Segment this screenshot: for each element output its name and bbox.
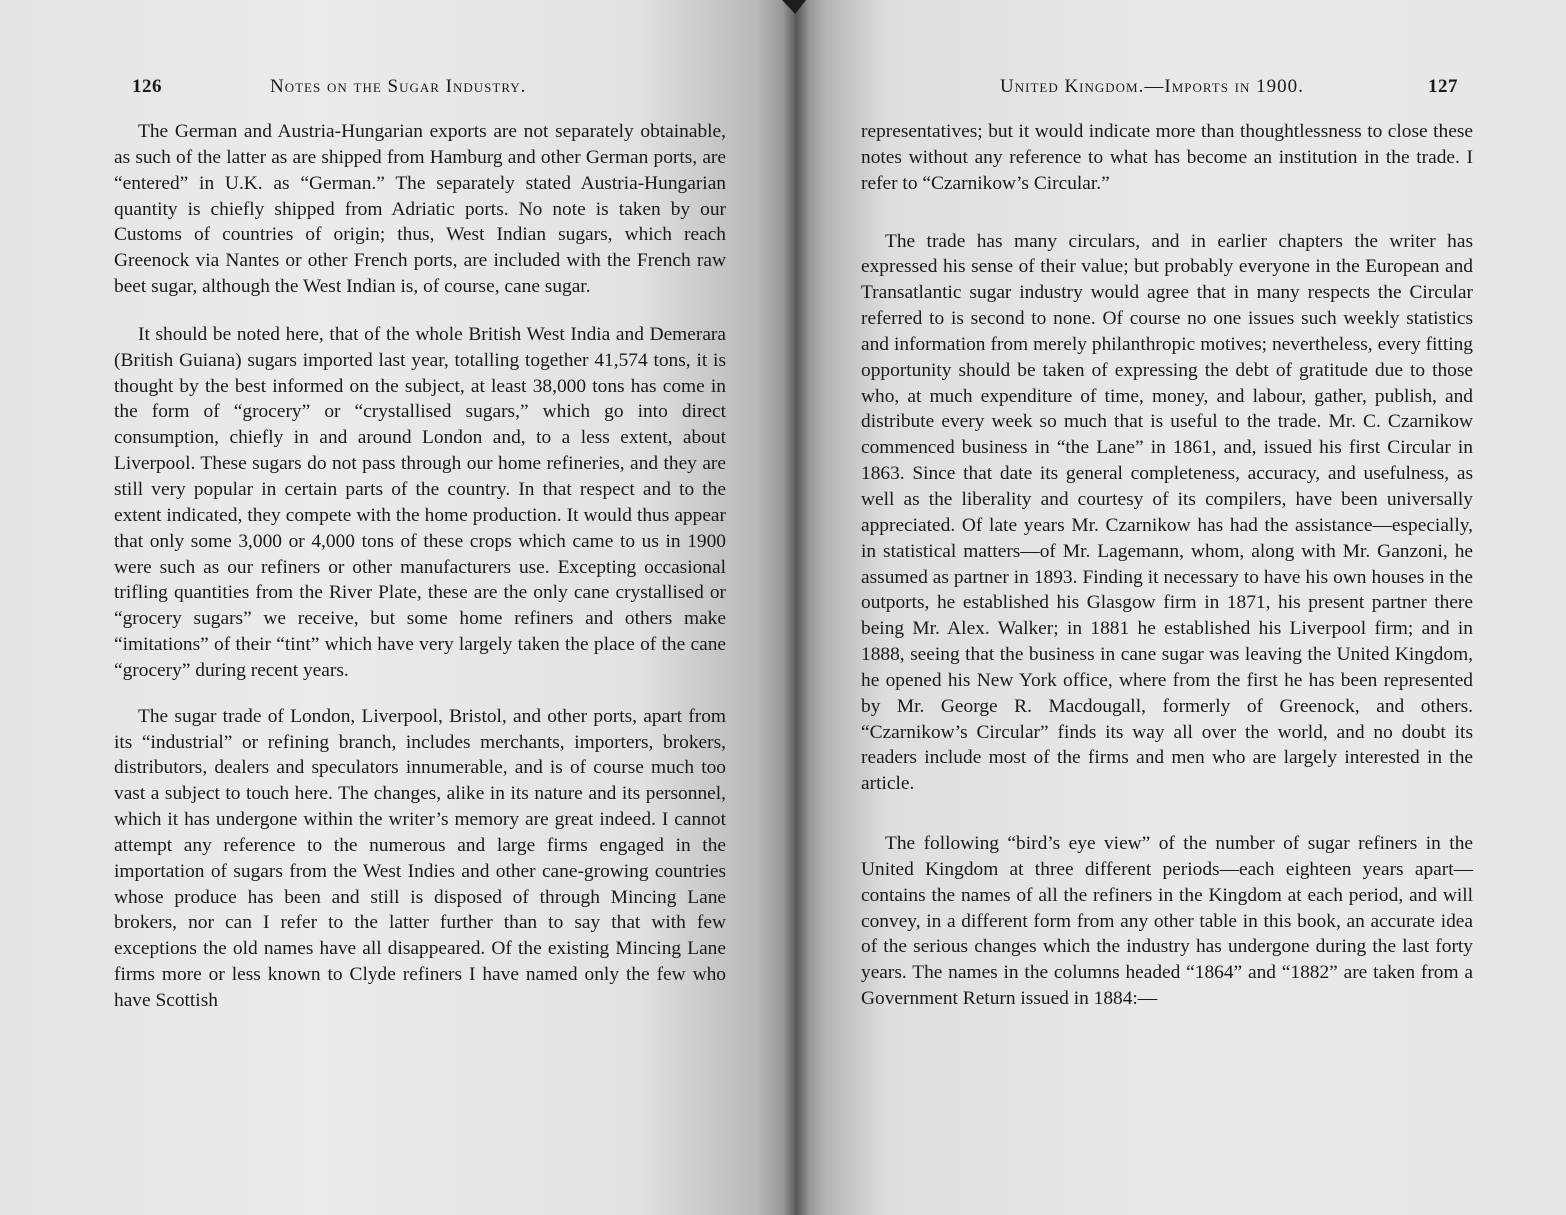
left-running-head: Notes on the Sugar Industry. — [270, 76, 527, 97]
right-text-block — [861, 119, 1473, 1012]
right-running-head: United Kingdom.—Imports in 1900. — [1000, 76, 1304, 97]
right-paragraph-2: The trade has many circulars, and in earlier chapters the writer has expressed his sense of their value; but probably everyone in the European and Transatlantic sugar industry would agree that in many respects the Circular referred to is second to none. Of course no one issues such weekly statistics and information from merely philanthropic motives; nevertheless, every fitting opportunity should be taken of expressing the debt of gratitude due to those who, at much expenditure of time, money, and labour, gather, publish, and distribute every week so much that is useful to the trade. Mr. C. Czarnikow commenced business in “the Lane” in 1861, and, issued his first Circular in 1863. Since that date its general completeness, accuracy, and usefulness, as well as the liberality and courtesy of its compilers, have been universally appreciated. Of late years Mr. Czarnikow has had the assistance—especially, in statistical matters—of Mr. Lagemann, whom, along with Mr. Ganzoni, he assumed as partner in 1893. Finding it necessary to have his own houses in the outports, he established his Glasgow firm in 1871, his present partner there being Mr. Alex. Walker; in 1881 he established his Liverpool firm; and in 1888, seeing that the business in cane sugar was leaving the United Kingdom, he opened his New York office, where from the first he has been represented by Mr. George R. Macdougall, formerly of Greenock, and others. “Czarnikow’s Circular” finds its way all over the world, and no doubt its readers include most of the firms and men who are largely interested in the article. — [861, 230, 1473, 795]
book-gutter — [783, 0, 809, 1215]
left-paragraph-2: It should be noted here, that of the whole British West India and Demerara (British Guiana) sugars imported last year, totalling together 41,574 tons, it is thought by the best informed on the subject, at least 38,000 tons has come in the form of “grocery” or “crystallised sugars,” which go into direct consumption, chiefly in and around London and, to a less extent, about Liverpool. These sugars do not pass through our home refineries, and they are still very popular in certain parts of the country. In that respect and to the extent indicated, they compete with the home production. It would thus appear that only some 3,000 or 4,000 tons of these crops which came to us in 1900 were such as our refiners or other manufacturers use. Excepting occasional trifling quantities from the River Plate, these are the only cane crystallised or “grocery sugars” we receive, but some home refiners and others make “imitations” of their “tint” which have very largely taken the place of the cane “grocery” during recent years. — [114, 323, 726, 681]
left-paragraph-3: The sugar trade of London, Liverpool, Bristol, and other ports, apart from its “industrial” or refining branch, includes merchants, importers, brokers, distributors, dealers and speculators innumerable, and is of course much too vast a subject to touch here. The changes, alike in its nature and its personnel, which it has undergone within the writer’s memory are great indeed. I cannot attempt any reference to the numerous and large firms engaged in the importation of sugars from the West Indies and other cane-growing countries whose produce has been and still is disposed of through Mincing Lane brokers, nor can I refer to the latter further than to say that with few exceptions the old names have all disappeared. Of the existing Mincing Lane firms more or less known to Clyde refiners I have named only the few who have Scottish — [114, 705, 726, 1011]
left-paragraph-1: The German and Austria-Hungarian exports are not separately obtainable, as such of the latter as are shipped from Hamburg and other German ports, are “entered” in U.K. as “German.” The separately stated Austria-Hungarian quantity is chiefly shipped from Adriatic ports. No note is taken by our Customs of countries of origin; thus, West Indian sugars, which reach Greenock via Nantes or other French ports, are included with the French raw beet sugar, although the West Indian is, of course, cane sugar. — [114, 121, 726, 298]
right-page-number: 127 — [1428, 76, 1458, 97]
right-page — [795, 0, 1566, 1215]
left-text-block — [114, 119, 726, 1014]
right-paragraph-3: The following “bird’s eye view” of the number of sugar refiners in the United Kingdom at three different periods—each eighteen years apart—contains the names of all the refiners in the Kingdom at each period, and will convey, in a different form from any other table in this book, an accurate idea of the serious changes which the industry has undergone during the last forty years. The names in the columns headed “1864” and “1882” are taken from a Government Return issued in 1884:— — [861, 833, 1473, 1010]
left-page-number: 126 — [132, 76, 162, 97]
right-paragraph-1: representatives; but it would indicate more than thoughtlessness to close these notes without any reference to what has become an institution in the trade. I refer to “Czarnikow’s Circular.” — [861, 121, 1473, 194]
